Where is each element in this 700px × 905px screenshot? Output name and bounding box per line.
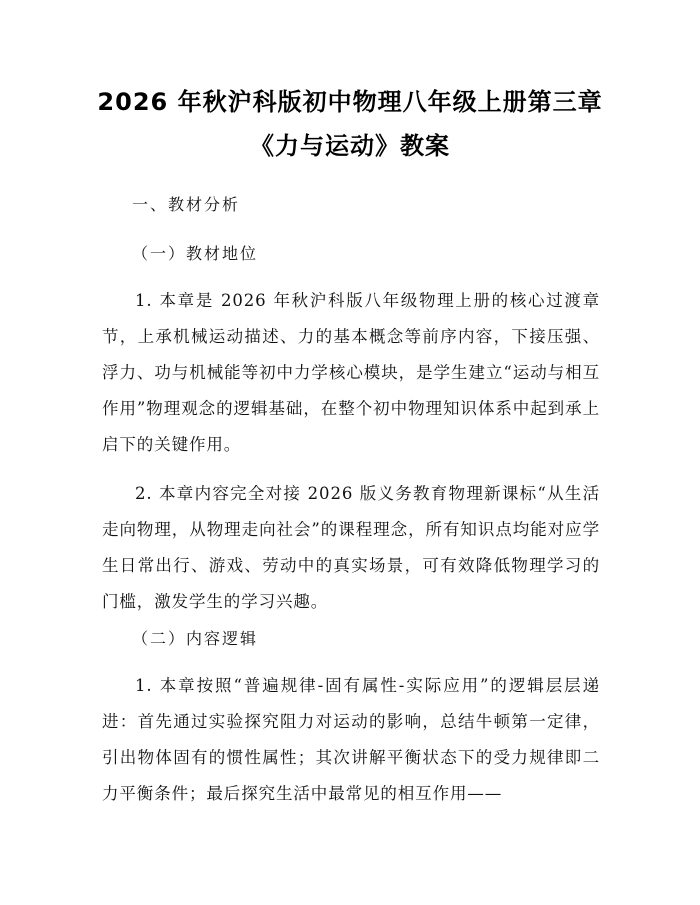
document-title-line1: 2026 年秋沪科版初中物理八年级上册第三章 bbox=[97, 88, 603, 116]
document-title-line2: 《力与运动》教案 bbox=[250, 132, 450, 160]
paragraph-textbook-position-1: 1. 本章是 2026 年秋沪科版八年级物理上册的核心过渡章节，上承机械运动描述、力的基本概念等前序内容，下接压强、浮力、功与机械能等初中力学核心模块，是学生建立“运动与相互作用”物理观念的逻辑基础，在整个初中物理知识体系中起到承上启下的关键作用。 bbox=[102, 291, 600, 454]
subsection-heading-textbook-position: （一）教材地位 bbox=[132, 244, 259, 263]
paragraph-textbook-position-2: 2. 本章内容完全对接 2026 版义务教育物理新课标“从生活走向物理，从物理走向社会”的课程理念，所有知识点均能对应学生日常出行、游戏、劳动中的真实场景，可有效降低物理学习的门槛，激发学生的学习兴趣。 bbox=[102, 484, 600, 611]
subsection-heading-content-logic: （二）内容逻辑 bbox=[132, 629, 259, 648]
section-heading-textbook-analysis: 一、教材分析 bbox=[132, 195, 241, 214]
paragraph-content-logic-1: 1. 本章按照“普遍规律-固有属性-实际应用”的逻辑层层递进：首先通过实验探究阻力对运动的影响，总结牛顿第一定律，引出物体固有的惯性属性；其次讲解平衡状态下的受力规律即二力平衡条件；最后探究生活中最常见的相互作用—— bbox=[102, 676, 600, 803]
